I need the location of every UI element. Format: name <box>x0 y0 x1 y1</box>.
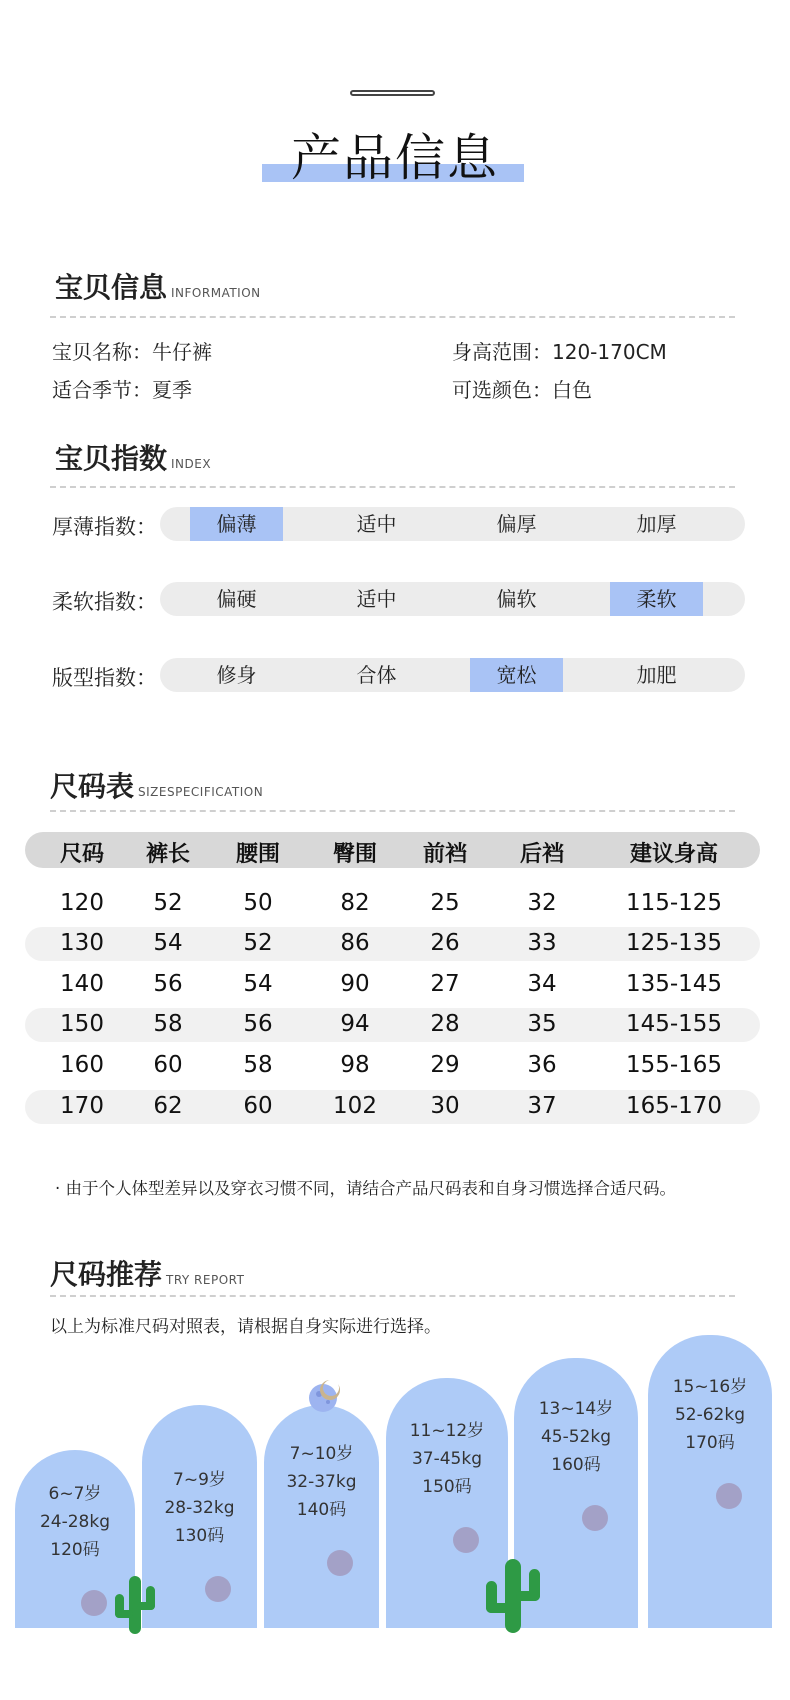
cactus-small-icon <box>110 1572 160 1636</box>
table-cell: 170 <box>60 1093 104 1119</box>
section-title-recommend-cn: 尺码推荐 <box>50 1258 163 1291</box>
recommend-size: 150码 <box>422 1477 472 1497</box>
table-cell: 50 <box>243 890 273 916</box>
section-title-size <box>50 765 263 805</box>
info-season <box>52 374 192 403</box>
recommend-size: 160码 <box>551 1455 601 1475</box>
recommend-weight: 32-37kg <box>286 1472 357 1492</box>
recommend-age: 13~14岁 <box>538 1399 614 1419</box>
table-cell: 60 <box>243 1093 273 1119</box>
index-option: 修身 <box>216 663 257 687</box>
table-cell: 34 <box>527 971 557 997</box>
table-cell: 28 <box>430 1011 460 1037</box>
table-cell: 29 <box>430 1052 460 1078</box>
index-option: 合体 <box>356 663 397 687</box>
index-label: 厚薄指数： <box>52 515 157 539</box>
section-title-index-cn: 宝贝指数 <box>55 442 168 475</box>
section-title-info-cn: 宝贝信息 <box>55 271 168 304</box>
index-option: 柔软 <box>610 582 703 616</box>
table-cell: 37 <box>527 1093 557 1119</box>
table-cell: 86 <box>340 930 370 956</box>
index-option: 加肥 <box>636 663 677 687</box>
table-cell: 25 <box>430 890 460 916</box>
index-label: 版型指数： <box>52 666 157 690</box>
table-cell: 160 <box>60 1052 104 1078</box>
table-cell: 90 <box>340 971 370 997</box>
index-option: 偏软 <box>496 587 537 611</box>
index-option: 适中 <box>356 512 397 536</box>
info-color <box>452 374 592 403</box>
planet-moon-icon <box>302 1378 348 1418</box>
table-cell: 140 <box>60 971 104 997</box>
cactus-large-icon <box>482 1555 544 1635</box>
table-cell: 98 <box>340 1052 370 1078</box>
table-cell: 60 <box>153 1052 183 1078</box>
table-cell: 58 <box>153 1011 183 1037</box>
recommend-weight: 28-32kg <box>164 1498 235 1518</box>
planet-decoration <box>327 1550 353 1576</box>
info-height-label: 身高范围： <box>452 340 552 364</box>
index-option: 加厚 <box>636 512 677 536</box>
recommend-size: 170码 <box>685 1433 735 1453</box>
size-header-cell: 臀围 <box>332 842 377 867</box>
table-cell: 135-145 <box>625 971 723 997</box>
table-cell: 125-135 <box>625 930 723 956</box>
size-header-cell: 前裆 <box>422 842 467 867</box>
divider <box>50 1295 735 1297</box>
table-cell: 165-170 <box>625 1093 723 1119</box>
section-title-size-en: SIZESPECIFICATION <box>138 785 264 799</box>
section-title-recommend <box>50 1253 244 1293</box>
info-color-value: 白色 <box>552 378 592 402</box>
size-header-cell: 裤长 <box>145 842 190 867</box>
recommend-size: 140码 <box>296 1500 347 1520</box>
table-cell: 150 <box>60 1011 104 1037</box>
table-cell: 58 <box>243 1052 273 1078</box>
table-cell: 27 <box>430 971 460 997</box>
recommend-age: 7~9岁 <box>173 1470 226 1490</box>
index-option: 偏厚 <box>496 512 537 536</box>
table-cell: 52 <box>243 930 273 956</box>
recommend-age: 6~7岁 <box>48 1484 102 1504</box>
size-header-cell: 尺码 <box>59 842 104 867</box>
section-title-info <box>55 266 261 306</box>
table-cell: 26 <box>430 930 460 956</box>
info-color-label: 可选颜色： <box>452 378 552 402</box>
size-header-cell: 后裆 <box>519 842 564 867</box>
info-season-label: 适合季节： <box>52 378 152 402</box>
recommend-size: 120码 <box>50 1540 100 1560</box>
size-header-cell: 建议身高 <box>629 842 718 867</box>
title-decoration-bar <box>350 90 435 96</box>
table-cell: 120 <box>60 890 104 916</box>
planet-decoration <box>81 1590 107 1616</box>
table-cell: 30 <box>430 1093 460 1119</box>
recommend-age: 7~10岁 <box>289 1444 354 1464</box>
table-cell: 56 <box>153 971 183 997</box>
recommend-note: 以上为标准尺码对照表，请根据自身实际进行选择。 <box>50 1317 441 1337</box>
size-header-cell: 腰围 <box>235 842 280 867</box>
info-height-value: 120-170CM <box>552 340 667 364</box>
recommend-age: 15~16岁 <box>672 1377 748 1397</box>
table-cell: 54 <box>153 930 183 956</box>
planet-decoration <box>582 1505 608 1531</box>
info-height <box>452 336 667 365</box>
size-recommend-card <box>264 1405 379 1628</box>
index-label: 柔软指数： <box>52 590 157 614</box>
table-cell: 36 <box>527 1052 557 1078</box>
divider <box>50 486 735 488</box>
table-cell: 155-165 <box>625 1052 723 1078</box>
info-name-value: 牛仔裤 <box>152 340 212 364</box>
table-cell: 32 <box>527 890 557 916</box>
table-cell: 52 <box>153 890 183 916</box>
planet-decoration <box>453 1527 479 1553</box>
index-option: 偏薄 <box>190 507 283 541</box>
recommend-size: 130码 <box>174 1526 225 1546</box>
table-cell: 130 <box>60 930 104 956</box>
index-option: 偏硬 <box>216 587 257 611</box>
table-cell: 82 <box>340 890 370 916</box>
table-cell: 35 <box>527 1011 557 1037</box>
section-title-index-en: INDEX <box>171 457 212 471</box>
recommend-age: 11~12岁 <box>409 1421 485 1441</box>
section-title-size-cn: 尺码表 <box>50 770 135 803</box>
table-cell: 33 <box>527 930 557 956</box>
info-name-label: 宝贝名称： <box>52 340 152 364</box>
section-title-info-en: INFORMATION <box>171 286 261 300</box>
recommend-weight: 24-28kg <box>39 1512 111 1532</box>
size-recommend-card <box>648 1335 772 1628</box>
section-title-index <box>55 437 211 477</box>
divider <box>50 810 735 812</box>
table-cell: 94 <box>340 1011 370 1037</box>
recommend-weight: 52-62kg <box>674 1405 746 1425</box>
table-cell: 102 <box>333 1093 377 1119</box>
recommend-weight: 37-45kg <box>411 1449 483 1469</box>
table-cell: 145-155 <box>625 1011 723 1037</box>
page-title: 产品信息 <box>291 129 499 187</box>
table-cell: 62 <box>153 1093 183 1119</box>
index-option: 适中 <box>356 587 397 611</box>
fit-note: · 由于个人体型差异以及穿衣习惯不同，请结合产品尺码表和自身习惯选择合适尺码。 <box>55 1179 676 1198</box>
info-name <box>52 336 212 365</box>
planet-decoration <box>205 1576 231 1602</box>
recommend-weight: 45-52kg <box>540 1427 612 1447</box>
info-season-value: 夏季 <box>152 378 192 402</box>
table-cell: 115-125 <box>625 890 723 916</box>
divider <box>50 316 735 318</box>
index-option: 宽松 <box>470 658 563 692</box>
table-cell: 54 <box>243 971 273 997</box>
section-title-recommend-en: TRY REPORT <box>166 1273 245 1287</box>
table-cell: 56 <box>243 1011 273 1037</box>
planet-decoration <box>716 1483 742 1509</box>
